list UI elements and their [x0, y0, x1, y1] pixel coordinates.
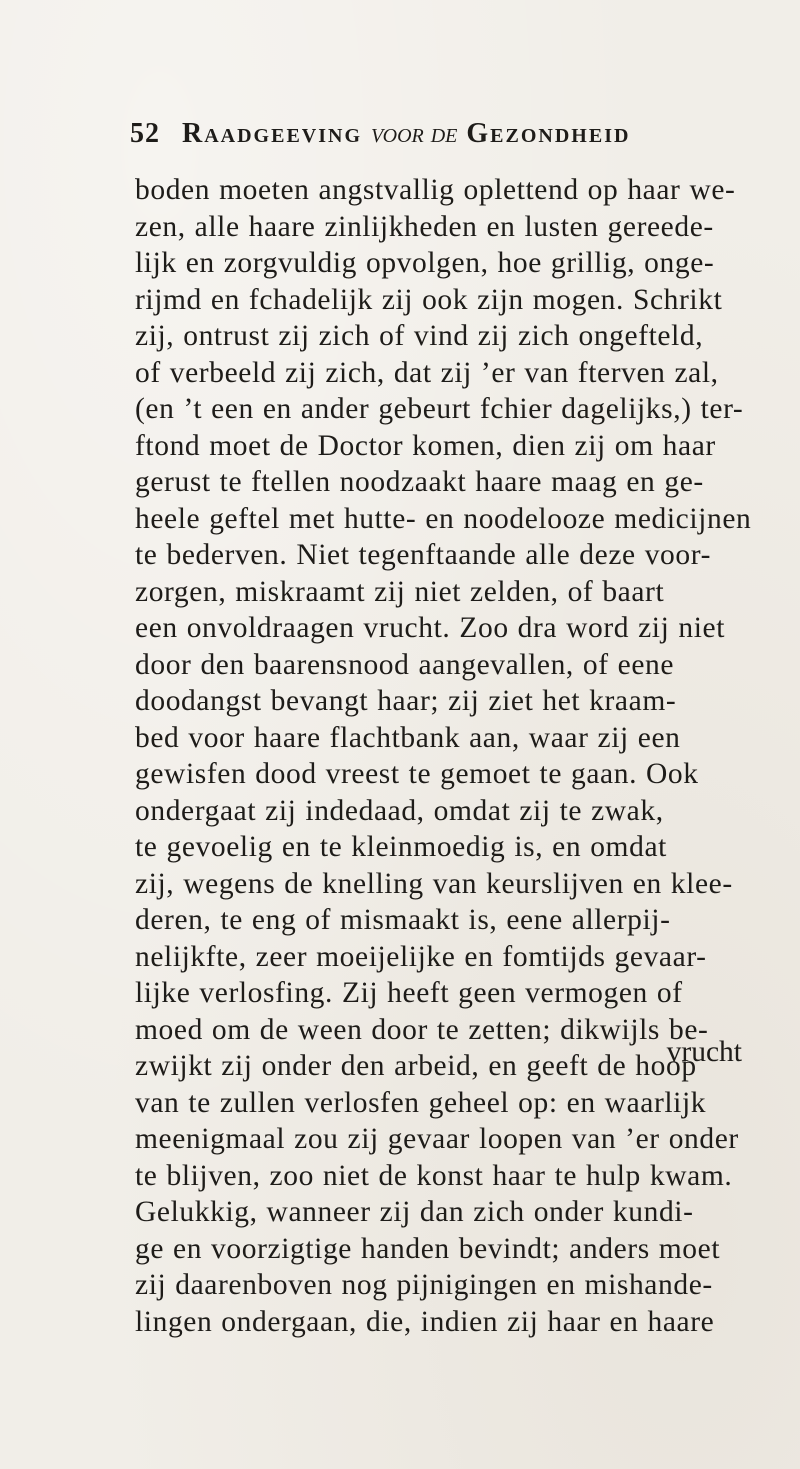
text-line: ondergaat zij indedaad, omdat zij te zwak, — [135, 794, 664, 827]
text-line: ge en voorzigtige handen bevindt; anders moet — [135, 1232, 721, 1265]
text-line: te bederven. Niet tegenftaande alle deze voor- — [135, 539, 712, 571]
text-line: bed voor haare flachtbank aan, waar zij een — [135, 721, 681, 754]
text-line: zij daarenboven nog pijnigingen en mishande- — [135, 1269, 713, 1301]
catchword: vrucht — [666, 1036, 742, 1068]
page-number: 52 — [130, 118, 160, 149]
text-line: rijmd en fchadelijk zij ook zijn mogen. Schrikt — [135, 283, 723, 316]
text-line: doodangst bevangt haar; zij ziet het kraam- — [135, 685, 677, 717]
text-line: gerust te ftellen noodzaakt haare maag en ge- — [135, 466, 704, 498]
text-line: te blijven, zoo niet de konst haar te hulp kwam. — [135, 1159, 733, 1192]
running-head — [182, 118, 630, 149]
text-line: Gelukkig, wanneer zij dan zich onder kundi- — [135, 1196, 694, 1228]
text-line: meenigmaal zou zij gevaar loopen van ’er onder — [135, 1123, 739, 1155]
text-line: deren, te eng of mismaakt is, eene allerpij- — [135, 904, 671, 936]
text-line: zij, ontrust zij zich of vind zij zich ongefteld, — [135, 320, 704, 352]
text-line: moed om de ween door te zetten; dikwijls be- — [135, 1013, 709, 1046]
page-header — [130, 118, 750, 158]
body-text — [135, 172, 790, 1340]
text-line: door den baarensnood aangevallen, of eene — [135, 648, 675, 681]
text-line: gewisfen dood vreest te gemoet te gaan. Ook — [135, 758, 699, 790]
text-line: lijke verlosfing. Zij heeft geen vermogen of — [135, 977, 683, 1009]
text-line: (en ’t een en ander gebeurt fchier dagelijks,) ter- — [135, 393, 744, 425]
text-line: boden moeten angstvallig oplettend op haar we- — [135, 174, 736, 206]
text-line: zorgen, miskraamt zij niet zelden, of baart — [135, 575, 665, 608]
text-line: nelijkfte, zeer moeijelijke en fomtijds gevaar- — [135, 940, 707, 973]
running-head-suffix: Gezondheid — [466, 118, 631, 149]
text-line: van te zullen verlosfen geheel op: en waarlijk — [135, 1086, 707, 1119]
text-line: zij, wegens de knelling van keurslijven en klee- — [135, 867, 733, 900]
text-line: ftond moet de Doctor komen, dien zij om haar — [135, 429, 716, 462]
text-line: heele geftel met hutte- en noodelooze medicijnen — [135, 502, 752, 535]
running-head-middle: voor de — [371, 118, 458, 149]
running-head-prefix: Raadgeeving — [182, 118, 363, 149]
text-line: te gevoelig en te kleinmoedig is, en omdat — [135, 831, 667, 863]
text-line: lingen ondergaan, die, indien zij haar en haare — [135, 1305, 715, 1338]
text-line: of verbeeld zij zich, dat zij ’er van fterven zal, — [135, 356, 719, 389]
text-line: lijk en zorgvuldig opvolgen, hoe grillig, onge- — [135, 247, 715, 279]
text-line: een onvoldraagen vrucht. Zoo dra word zij niet — [135, 612, 725, 644]
text-line: zwijkt zij onder den arbeid, en geeft de hoop — [135, 1050, 697, 1082]
text-line: zen, alle haare zinlijkheden en lusten gereede- — [135, 210, 714, 243]
